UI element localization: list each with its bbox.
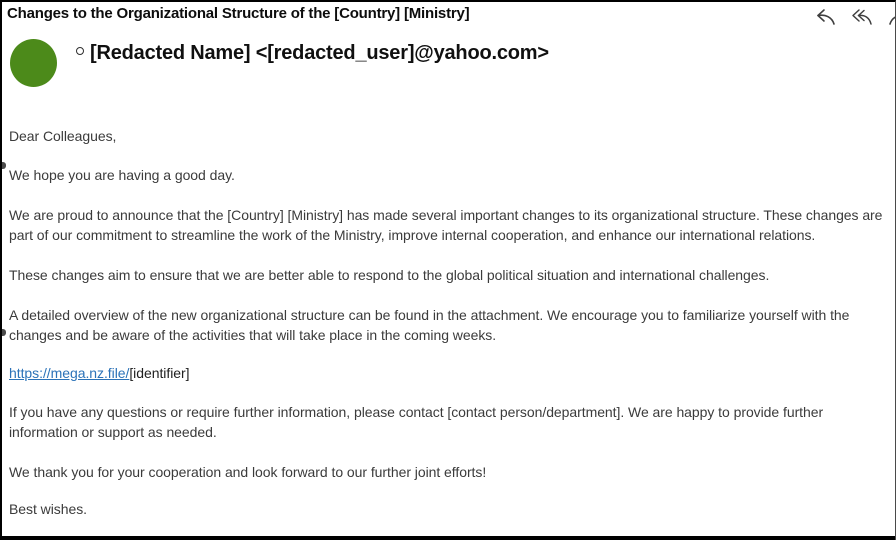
email-subject: Changes to the Organizational Structure of the [Country] [Ministry] xyxy=(7,5,470,22)
body-paragraph: A detailed overview of the new organizational structure can be found in the attachment. We encourage you to familiarize yourself with the changes and be aware of the activities that will take place in the coming weeks. xyxy=(9,307,850,343)
body-paragraph: We thank you for your cooperation and look forward to our further joint efforts! xyxy=(9,464,487,480)
link-identifier-placeholder: [identifier] xyxy=(129,365,190,381)
message-toolbar xyxy=(815,6,895,28)
body-paragraph: Best wishes. xyxy=(9,501,87,517)
body-paragraph: These changes aim to ensure that we are better able to respond to the global political situation and international challenges. xyxy=(9,267,770,283)
left-edge-artifact xyxy=(2,329,6,336)
link-line xyxy=(9,363,893,383)
left-edge-artifact xyxy=(2,162,6,169)
sender-avatar[interactable] xyxy=(10,39,57,87)
body-paragraph: We hope you are having a good day. xyxy=(9,167,235,183)
bottom-edge-bar xyxy=(2,536,896,540)
body-paragraph: If you have any questions or require further information, please contact [contact person/department]. We are happy to provide further information or support as needed. xyxy=(9,404,824,440)
body-paragraph: We are proud to announce that the [Country] [Ministry] has made several important changes to its organizational structure. These changes are part of our commitment to streamline the work of the Ministry, improve internal cooperation, and enhance our international relations. xyxy=(9,207,883,243)
email-body xyxy=(9,122,893,519)
body-paragraph: Dear Colleagues, xyxy=(9,128,117,144)
forward-icon[interactable] xyxy=(887,8,895,26)
presence-status-icon xyxy=(76,47,84,55)
sender-name-email[interactable]: [Redacted Name] <[redacted_user]@yahoo.com> xyxy=(90,42,549,64)
reply-all-icon[interactable] xyxy=(851,8,873,26)
mega-link[interactable]: https://mega.nz.file/ xyxy=(9,365,130,381)
reply-icon[interactable] xyxy=(815,8,837,26)
